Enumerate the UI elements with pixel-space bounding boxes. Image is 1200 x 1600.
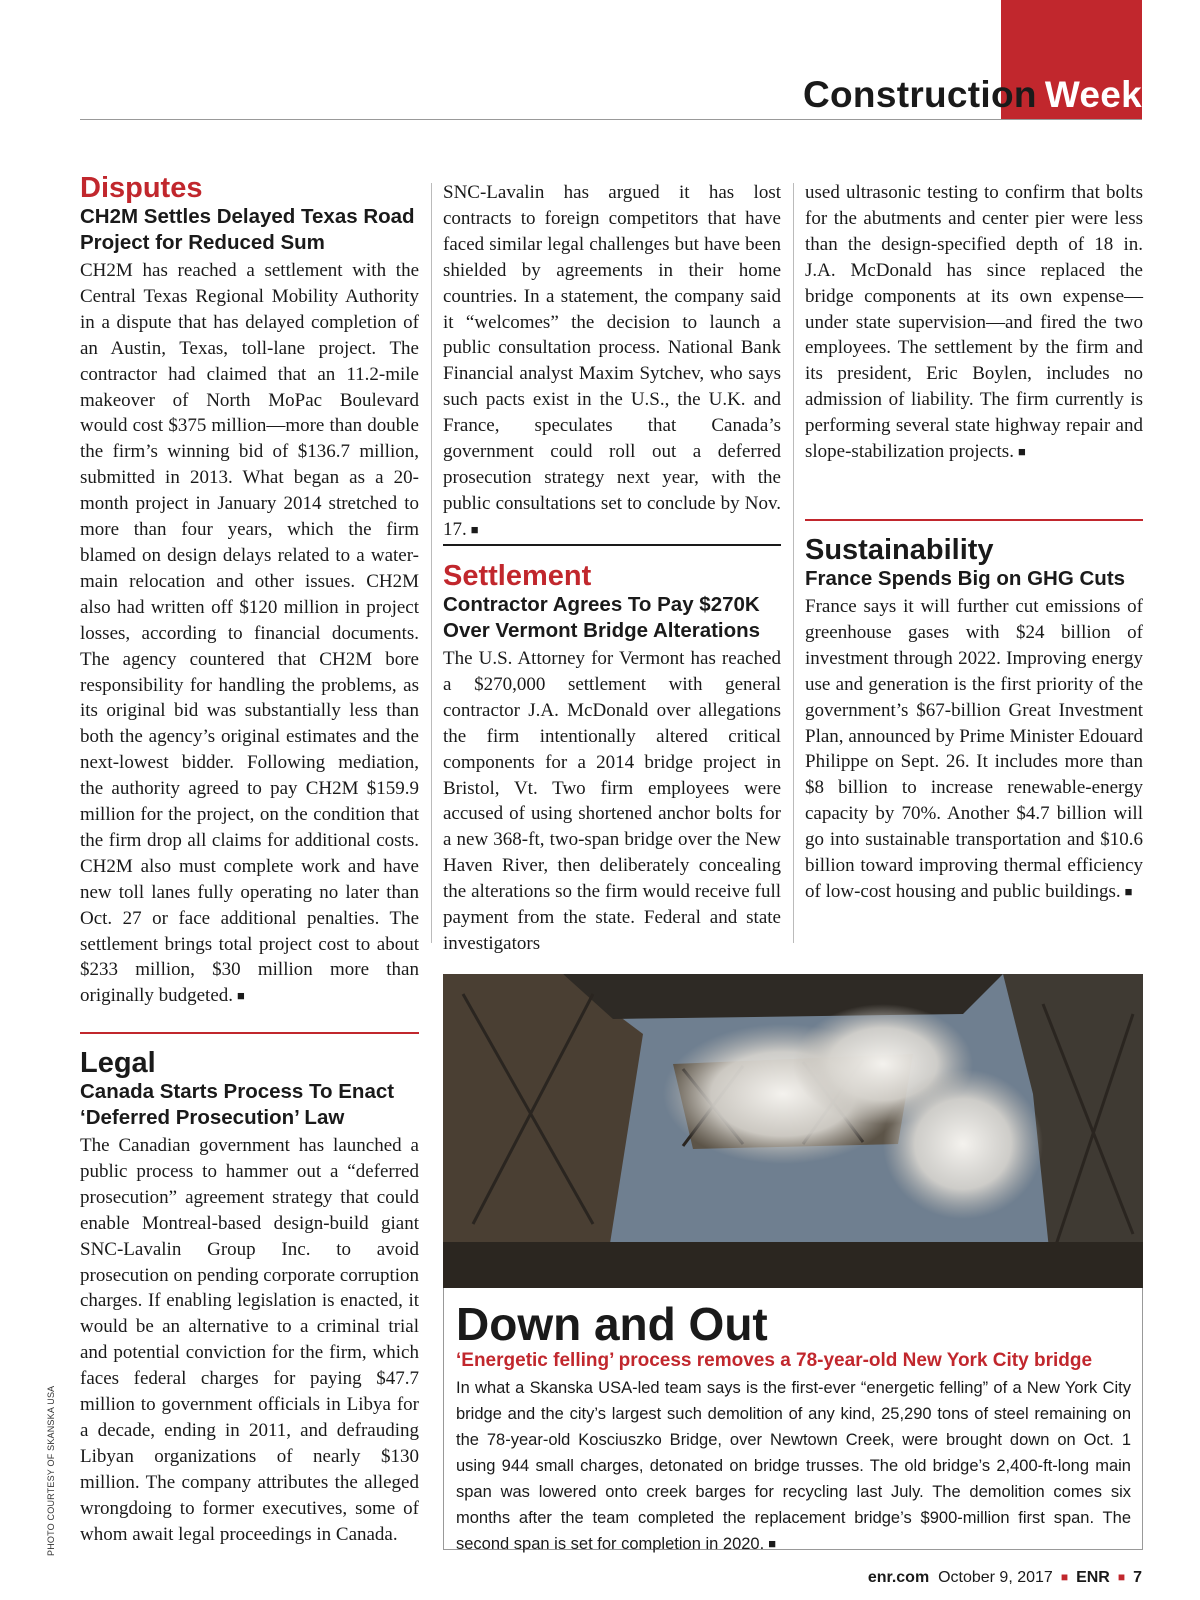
- body-disputes-text: CH2M has reached a settlement with the Central Texas Regional Mobility Authority in a dispute that has delayed completion of an Austin, Texas, toll-lane project. The contractor had claimed that an 11.2-mile makeover of North MoPac Boulevard would cost $375 million—more than double the firm’s winning bid of $136.7 million, submitted in 2013. What began as a 20-month project in January 2014 stretched to more than four years, which the firm blamed on design delays related to a water-main relocation and other issues. CH2M also had written off $120 million in project losses, according to financial documents. The agency countered that CH2M bore responsibility for handling the problems, as its original bid was substantially less than both the agency’s original estimates and the next-lowest bidder. Following mediation, the authority agreed to pay CH2M $159.9 million for the project, on the condition that the firm drop all claims for additional costs. CH2M also must complete work and have new toll lanes fully operating no later than Oct. 27 or face additional penalties. The settlement brings total project cost to about $233 million, $30 million more than originally budgeted.: [80, 260, 419, 1007]
- headline-disputes: CH2M Settles Delayed Texas Road Project for Reduced Sum: [80, 205, 415, 254]
- footer-date: October 9, 2017: [938, 1569, 1053, 1586]
- article-disputes: [80, 172, 419, 1009]
- end-mark: ■: [237, 988, 245, 1004]
- article-legal-continued: [443, 180, 781, 543]
- article-legal: [80, 1047, 419, 1548]
- section-label-sustainability: Sustainability: [805, 534, 994, 566]
- body-legal-part2: [443, 180, 781, 543]
- rule-settlement: [443, 544, 781, 546]
- body-settlement-part1: The U.S. Attorney for Vermont has reached a $270,000 settlement with general contractor J.A. McDonald over allegations the firm intentionally altered critical components for a 2014 bridge project in Bristol, Vt. Two firm employees were accused of using shortened anchor bolts for a new 368-ft, two-span bridge over the New Haven River, then deliberately concealing the alterations so the firm would receive full payment from the state. Federal and state investigators: [443, 648, 781, 954]
- section-label-settlement: Settlement: [443, 560, 592, 592]
- footer-publication: ENR: [1076, 1569, 1110, 1586]
- end-mark: ■: [1017, 444, 1026, 460]
- body-sustainability: [805, 594, 1143, 905]
- feature-body: [456, 1375, 1131, 1557]
- footer-separator: ■: [1117, 1570, 1126, 1584]
- footer-separator: ■: [1060, 1570, 1069, 1584]
- body-legal-part2-text: SNC-Lavalin has argued it has lost contracts to foreign competitors that have faced similar legal challenges but have been shielded by agreements in their home countries. In a statement, the company said it “welcomes” the decision to launch a public consultation process. National Bank Financial analyst Maxim Sytchev, who says such pacts exist in the U.S., the U.K. and France, speculates that Canada’s government could roll out a deferred prosecution strategy next year, with the public consultations set to conclude by Nov. 17.: [443, 182, 781, 540]
- end-mark: ■: [1124, 883, 1133, 899]
- headline-sustainability: France Spends Big on GHG Cuts: [805, 567, 1126, 590]
- header-rule: [80, 119, 1142, 120]
- section-header: [803, 74, 1142, 116]
- feature-title: Down and Out: [456, 1298, 768, 1350]
- article-sustainability: [805, 534, 1143, 905]
- rule-sustainability: [805, 519, 1143, 521]
- photo-credit: PHOTO COURTESY OF SKANSKA USA: [46, 1385, 56, 1556]
- bridge-demolition-photo: [443, 974, 1143, 1288]
- feature-subtitle: ‘Energetic felling’ process removes a 78-year-old New York City bridge: [456, 1350, 1093, 1371]
- section-header-word-week: Week: [1044, 74, 1142, 115]
- body-sustainability-text: France says it will further cut emissions of greenhouse gases with $24 billion of investment through 2022. Improving energy use and generation is the first priority of the government’s $67-billion Great Investment Plan, announced by Prime Minister Edouard Philippe on Sept. 26. It includes more than $8 billion to increase renewable-energy capacity by 70%. Another $4.7 billion will go into sustainable transportation and $10.6 billion toward improving thermal efficiency of low-cost housing and public buildings.: [805, 596, 1143, 902]
- body-settlement-part2: [805, 180, 1143, 465]
- column-divider-2: [793, 183, 794, 943]
- rule-legal: [80, 1032, 419, 1034]
- page-footer: [868, 1569, 1142, 1587]
- article-settlement-continued: [805, 180, 1143, 465]
- body-legal-part1: The Canadian government has launched a public process to hammer out a “deferred prosecution” agreement strategy that could enable Montreal-based design-build giant SNC-Lavalin Group Inc. to avoid prosecution on pending corporate corruption charges. If enabling legislation is enacted, it would be an alternative to a criminal trial and potential conviction for the firm, which faces federal charges for paying $47.7 million to government officials in Libya for a decade, ending in 2011, and defrauding Libyan organizations of nearly $130 million. The company attributes the alleged wrongdoing to former executives, some of whom await legal proceedings in Canada.: [80, 1135, 419, 1545]
- column-divider-1: [431, 183, 432, 943]
- section-header-word-construction: Construction: [803, 74, 1037, 115]
- section-label-disputes: Disputes: [80, 172, 203, 204]
- footer-page-number: 7: [1133, 1569, 1142, 1586]
- body-settlement-part2-text: used ultrasonic testing to confirm that bolts for the abutments and center pier were less than the design-specified depth of 18 in. J.A. McDonald has since replaced the bridge components at its own expense—under state supervision—and fired the two employees. The settlement by the firm and its president, Eric Boylen, includes no admission of liability. The firm currently is performing several state highway repair and slope-stabilization projects.: [805, 182, 1143, 463]
- body-disputes: [80, 258, 419, 1009]
- bridge-demolition-illustration: [443, 974, 1143, 1288]
- footer-site: enr.com: [867, 1569, 930, 1586]
- headline-legal: Canada Starts Process To Enact ‘Deferred Prosecution’ Law: [80, 1080, 395, 1129]
- end-mark: ■: [470, 521, 479, 537]
- article-settlement: [443, 560, 781, 957]
- smoke-cloud: [883, 1069, 1043, 1219]
- feature-body-text: In what a Skanska USA-led team says is the first-ever “energetic felling” of a New York City bridge and the city’s largest such demolition of any kind, 25,290 tons of steel remaining on the 78-year-old Kosciuszko Bridge, over Newtown Creek, were brought down on Oct. 1 using 944 small charges, detonated on bridge trusses. The old bridge’s 2,400-ft-long main span was lowered onto creek barges for recycling last July. The demolition comes six months after the team completed the replacement bridge’s $900-million first span. The second span is set for completion in 2020.: [456, 1379, 1131, 1553]
- ground: [443, 1242, 1143, 1288]
- end-mark: ■: [768, 1536, 777, 1551]
- bridge-deck-underside: [563, 974, 1003, 1019]
- headline-settlement: Contractor Agrees To Pay $270K Over Vermont Bridge Alterations: [443, 593, 761, 642]
- section-label-legal: Legal: [80, 1047, 156, 1079]
